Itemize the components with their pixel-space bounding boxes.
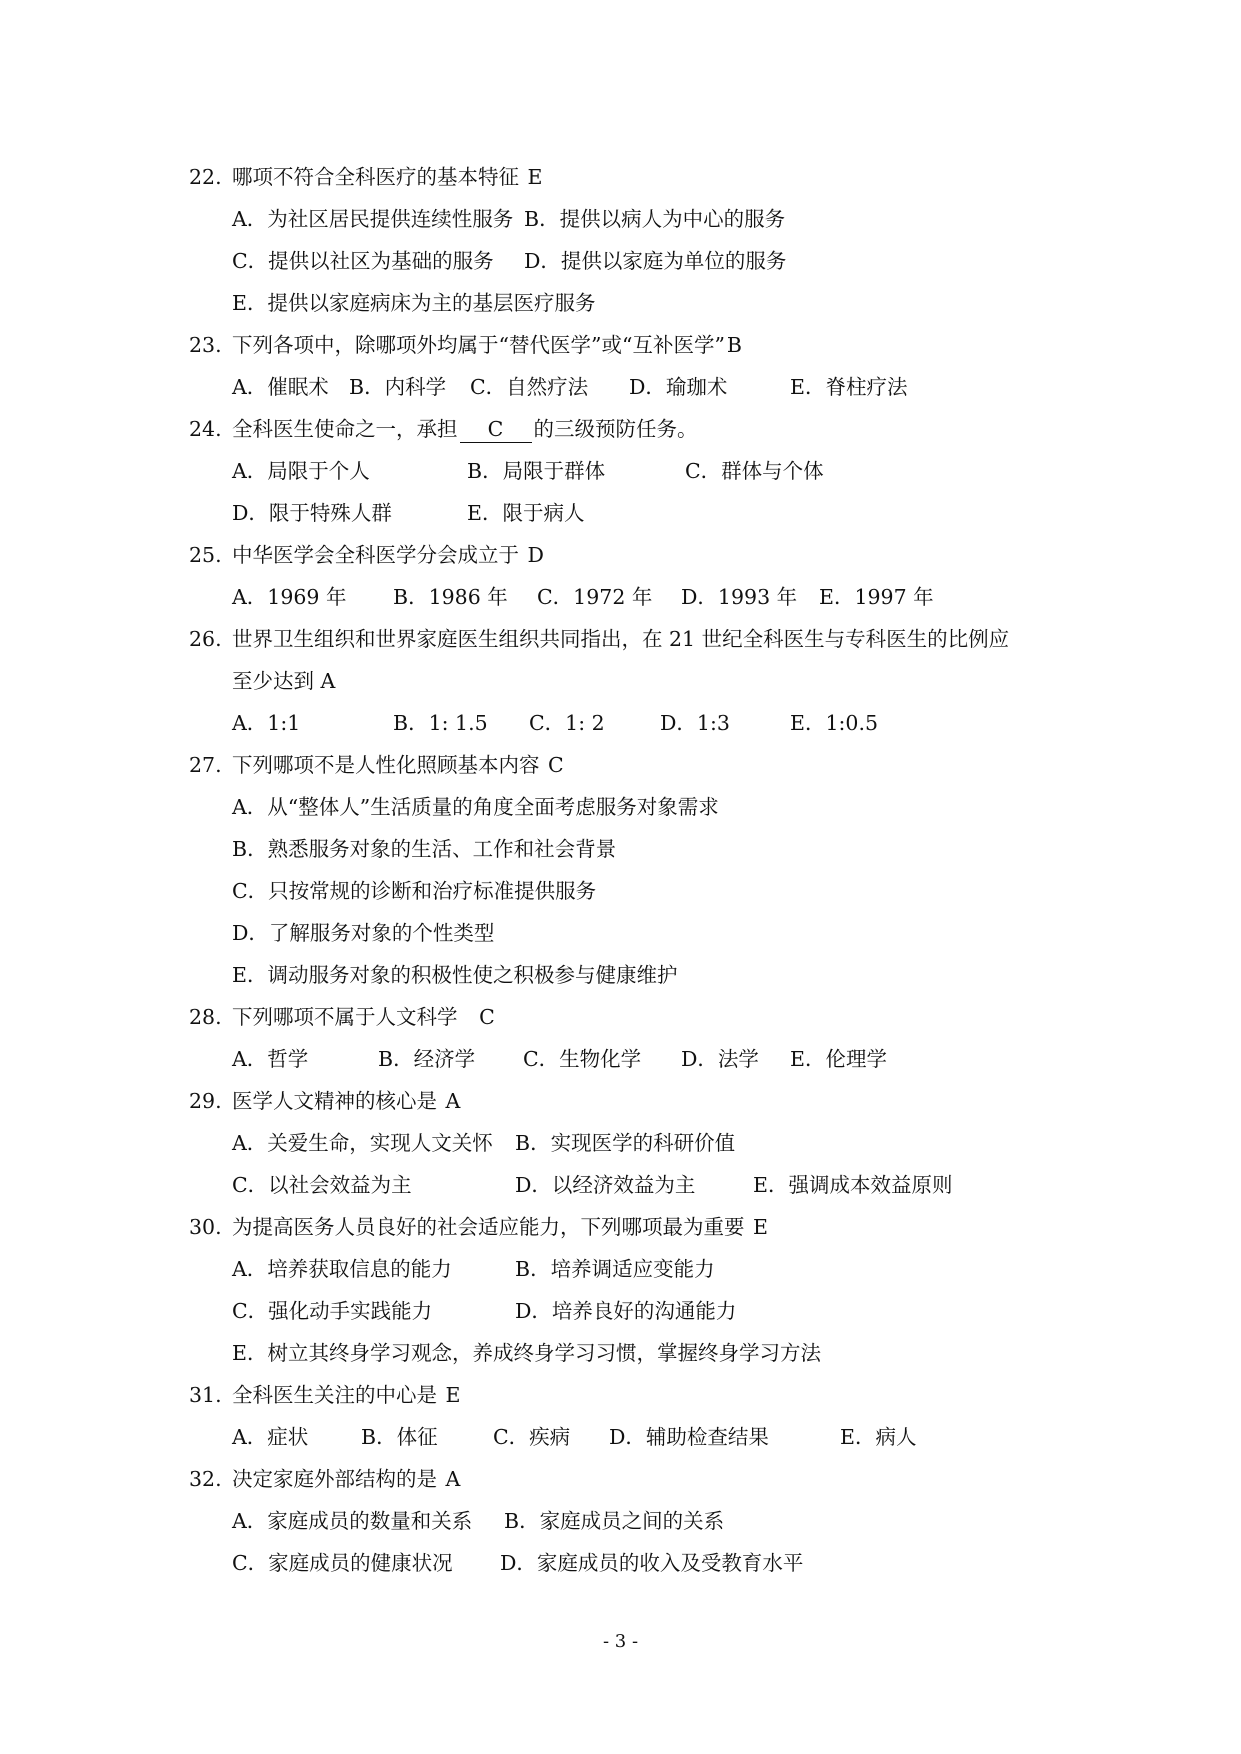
option-row (189, 870, 1089, 912)
answer-key: A (445, 1467, 461, 1491)
question-text: 下列哪项不是人性化照顾基本内容 C (232, 753, 564, 777)
option-d: D．辅助检查结果 (609, 1425, 769, 1449)
option-a: A．局限于个人 (232, 459, 370, 483)
page-number: - 3 - (602, 1631, 639, 1652)
option-c: C．提供以社区为基础的服务 (232, 249, 494, 273)
option-b: B．提供以病人为中心的服务 (524, 207, 786, 231)
question-number: 27. (189, 753, 222, 777)
option-a: A．家庭成员的数量和关系 (232, 1509, 473, 1533)
question-number: 31. (189, 1383, 222, 1407)
option-a: A．哲学 (232, 1047, 309, 1071)
option-row (189, 1542, 1089, 1584)
question-text: 世界卫生组织和世界家庭医生组织共同指出，在 21 世纪全科医生与专科医生的比例应 (232, 627, 1010, 651)
option-row (189, 1164, 1089, 1206)
option-d: D．限于特殊人群 (232, 501, 392, 525)
answer-key: E (527, 165, 543, 189)
question-number: 32. (189, 1467, 222, 1491)
option-row (189, 492, 1089, 534)
question-number: 25. (189, 543, 222, 567)
question-27 (189, 744, 1089, 786)
answer-key: C (548, 753, 564, 777)
option-row (189, 828, 1089, 870)
question-number: 26. (189, 627, 222, 651)
option-a: A．1969 年 (232, 585, 347, 609)
question-text: 决定家庭外部结构的是 A (232, 1467, 461, 1491)
question-text: 全科医生关注的中心是 E (232, 1383, 461, 1407)
option-row (189, 1290, 1089, 1332)
option-e: E．限于病人 (467, 501, 585, 525)
option-c: C．自然疗法 (470, 375, 589, 399)
question-number: 24. (189, 417, 222, 441)
option-b: B．体征 (361, 1425, 438, 1449)
option-c: C．群体与个体 (685, 459, 824, 483)
option-d: D．提供以家庭为单位的服务 (524, 249, 787, 273)
option-a: A．关爱生命，实现人文关怀 (232, 1131, 493, 1155)
option-e: E．强调成本效益原则 (753, 1173, 953, 1197)
question-text: 中华医学会全科医学分会成立于 D (232, 543, 544, 567)
option-row (189, 912, 1089, 954)
option-a: A．从“整体人”生活质量的角度全面考虑服务对象需求 (232, 795, 719, 819)
question-number: 30. (189, 1215, 222, 1239)
option-a: A．症状 (232, 1425, 309, 1449)
option-b: B．1: 1.5 (393, 711, 488, 735)
option-e: E．1:0.5 (790, 711, 879, 735)
option-c: C．只按常规的诊断和治疗标准提供服务 (232, 879, 597, 903)
question-list (189, 156, 1089, 1584)
question-text: 为提高医务人员良好的社会适应能力，下列哪项最为重要 E (232, 1215, 768, 1239)
option-d: D．1:3 (660, 711, 730, 735)
option-c: C．疾病 (493, 1425, 571, 1449)
option-row (189, 954, 1089, 996)
option-a: A．1:1 (232, 711, 301, 735)
question-number: 22. (189, 165, 222, 189)
answer-key: E (753, 1215, 768, 1239)
option-d: D．以经济效益为主 (515, 1173, 696, 1197)
option-b: B．局限于群体 (467, 459, 606, 483)
question-text-continued: 至少达到 A (232, 669, 336, 693)
option-d: D．法学 (681, 1047, 759, 1071)
option-b: B．经济学 (378, 1047, 476, 1071)
question-31 (189, 1374, 1089, 1416)
option-e: E．树立其终身学习观念，养成终身学习习惯，掌握终身学习方法 (232, 1341, 821, 1365)
question-text: 医学人文精神的核心是 A (232, 1089, 461, 1113)
option-b: B．内科学 (349, 375, 447, 399)
option-e: E．调动服务对象的积极性使之积极参与健康维护 (232, 963, 678, 987)
option-a: A．催眠术 (232, 375, 329, 399)
option-e: E．1997 年 (819, 585, 934, 609)
question-text: 哪项不符合全科医疗的基本特征 E (232, 165, 543, 189)
option-row (189, 1038, 1089, 1080)
question-text: 下列哪项不属于人文科学 C (232, 1005, 495, 1029)
option-row (189, 1122, 1089, 1164)
option-row (189, 1500, 1089, 1542)
answer-key: E (445, 1383, 461, 1407)
option-row (189, 240, 1089, 282)
question-number: 23. (189, 333, 222, 357)
answer-key: B (726, 333, 742, 357)
question-22 (189, 156, 1089, 198)
option-b: B．培养调适应变能力 (515, 1257, 715, 1281)
option-d: D．1993 年 (681, 585, 798, 609)
option-row (189, 1416, 1089, 1458)
option-a: A．为社区居民提供连续性服务 (232, 207, 514, 231)
option-a: A．培养获取信息的能力 (232, 1257, 452, 1281)
option-e: E．病人 (840, 1425, 917, 1449)
option-d: D．培养良好的沟通能力 (515, 1299, 737, 1323)
question-number: 29. (189, 1089, 222, 1113)
option-row (189, 576, 1089, 618)
option-row (189, 786, 1089, 828)
option-b: B．实现医学的科研价值 (515, 1131, 736, 1155)
option-e: E．伦理学 (790, 1047, 887, 1071)
option-c: C．生物化学 (523, 1047, 642, 1071)
question-number: 28. (189, 1005, 222, 1029)
question-text: 全科医生使命之一，承担 C 的三级预防任务。 (232, 417, 698, 441)
option-e: E．脊柱疗法 (790, 375, 908, 399)
option-row (189, 282, 1089, 324)
option-c: C．1972 年 (537, 585, 653, 609)
option-b: B．熟悉服务对象的生活、工作和社会背景 (232, 837, 617, 861)
option-c: C．家庭成员的健康状况 (232, 1551, 453, 1575)
option-row (189, 198, 1089, 240)
option-c: C．强化动手实践能力 (232, 1299, 433, 1323)
answer-key: A (320, 669, 336, 693)
option-c: C．以社会效益为主 (232, 1173, 412, 1197)
option-row (189, 1248, 1089, 1290)
option-b: B．1986 年 (393, 585, 508, 609)
option-d: D．家庭成员的收入及受教育水平 (500, 1551, 804, 1575)
option-row (189, 702, 1089, 744)
question-32 (189, 1458, 1089, 1500)
answer-key: A (445, 1089, 461, 1113)
question-29 (189, 1080, 1089, 1122)
answer-key: D (527, 543, 544, 567)
question-24 (189, 408, 1089, 450)
option-row (189, 366, 1089, 408)
question-30 (189, 1206, 1089, 1248)
option-d: D．了解服务对象的个性类型 (232, 921, 495, 945)
question-23 (189, 324, 1089, 366)
option-c: C．1: 2 (529, 711, 605, 735)
option-b: B．家庭成员之间的关系 (504, 1509, 725, 1533)
answer-key: C (479, 1005, 495, 1029)
question-25 (189, 534, 1089, 576)
question-text: 下列各项中，除哪项外均属于“替代医学”或“互补医学”B (232, 333, 742, 357)
option-e: E．提供以家庭病床为主的基层医疗服务 (232, 291, 596, 315)
answer-blank: C (460, 416, 532, 443)
question-26 (189, 618, 1089, 660)
question-28 (189, 996, 1089, 1038)
option-row (189, 450, 1089, 492)
option-row (189, 1332, 1089, 1374)
option-d: D．瑜珈术 (629, 375, 728, 399)
